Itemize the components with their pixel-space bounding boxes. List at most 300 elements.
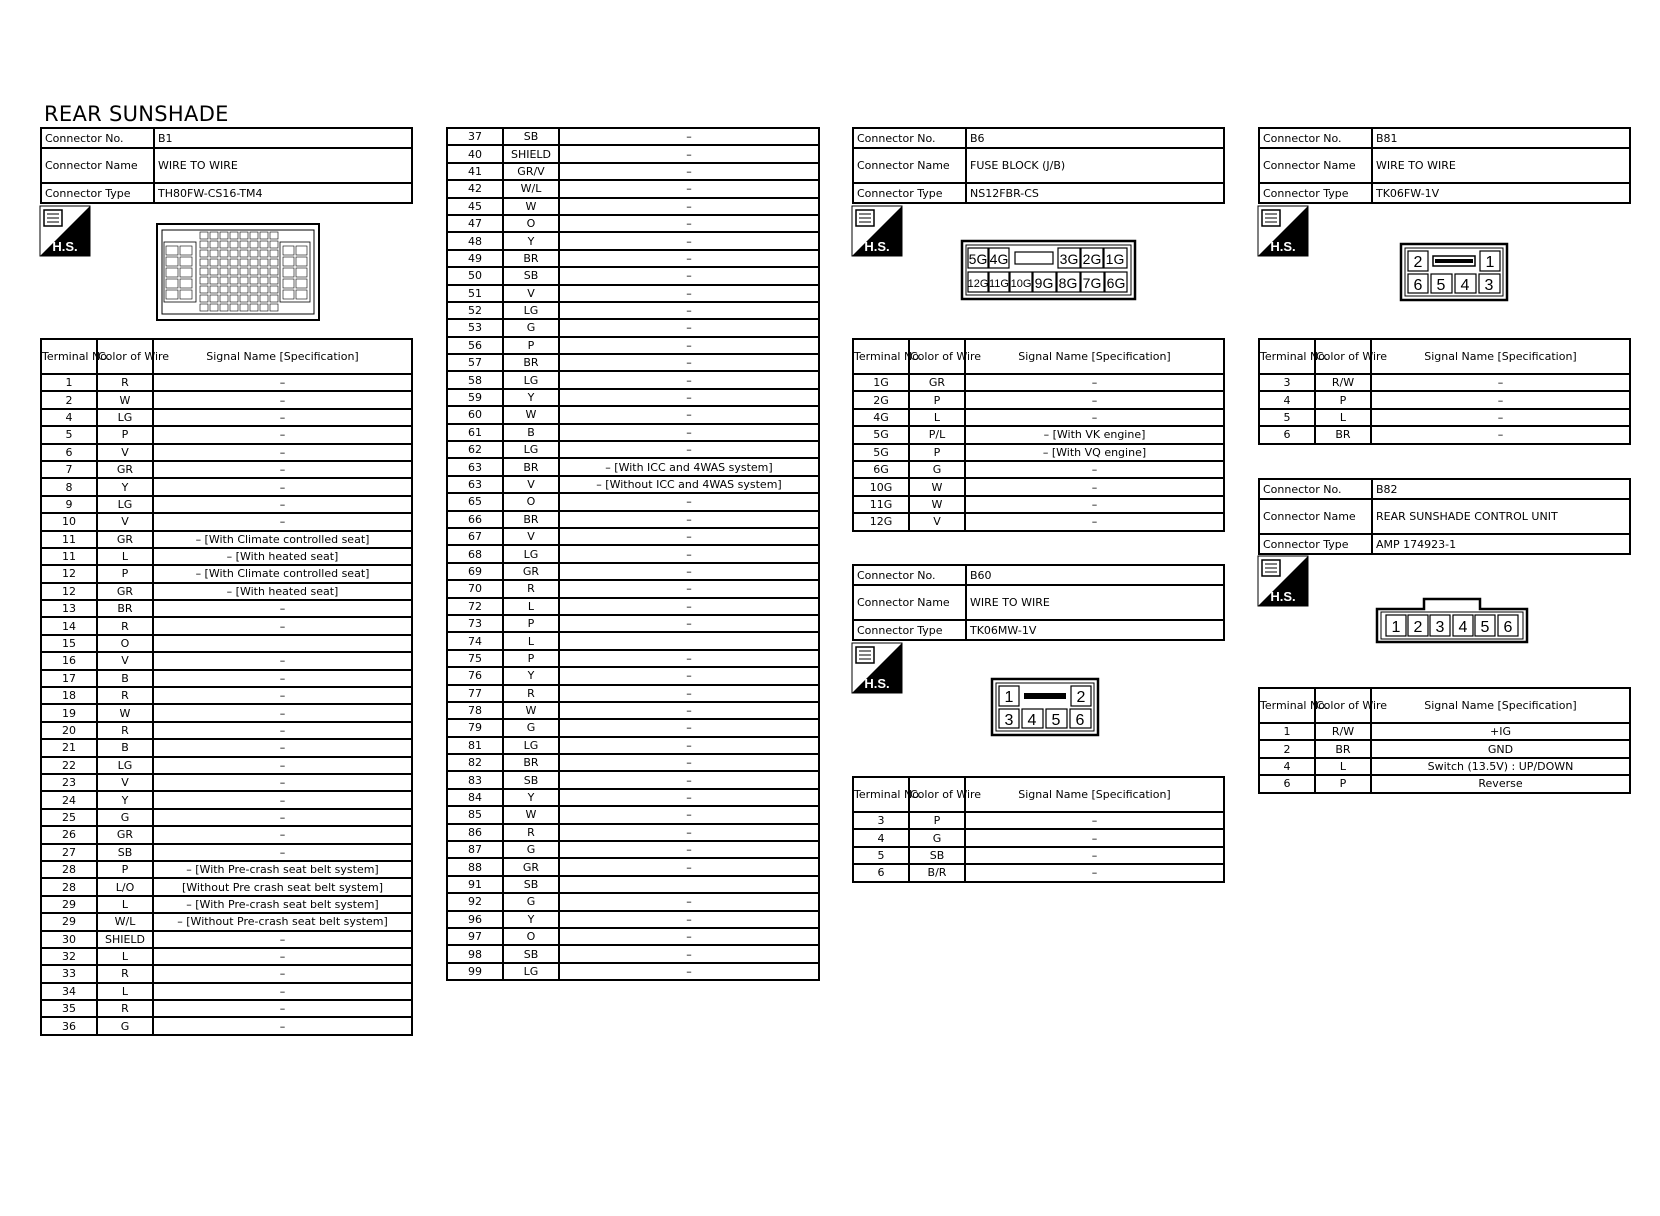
cell-signal-name: – [With Pre-crash seat belt system]: [153, 861, 412, 878]
cell-wire-color: P: [1315, 775, 1371, 792]
cell-signal-name: –: [559, 180, 819, 197]
table-row: [447, 215, 819, 232]
table-row: [1259, 391, 1630, 408]
table-row: [41, 896, 412, 913]
cell-wire-color: GR/V: [503, 163, 559, 180]
cell-wire-color: R: [503, 824, 559, 841]
pin-label: 3: [1484, 277, 1494, 294]
table-row: [447, 771, 819, 788]
cell-terminal-no: 6: [1259, 426, 1315, 443]
connector-b60-type: TK06MW-1V: [966, 620, 1224, 640]
table-row: [41, 809, 412, 826]
cell-wire-color: L: [909, 409, 965, 426]
cell-terminal-no: 1: [41, 374, 97, 391]
cell-signal-name: – [Without ICC and 4WAS system]: [559, 476, 819, 493]
cell-wire-color: GR: [97, 461, 153, 478]
cell-signal-name: –: [965, 513, 1224, 530]
table-row: [853, 391, 1224, 408]
cell-wire-color: L: [503, 598, 559, 615]
table-row: [41, 374, 412, 391]
cell-terminal-no: 47: [447, 215, 503, 232]
cell-wire-color: LG: [97, 496, 153, 513]
table-row: [853, 812, 1224, 829]
header-terminal-no: Terminal No.: [1259, 339, 1315, 374]
hs-label: H.S.: [1270, 239, 1296, 254]
cell-terminal-no: 11: [41, 531, 97, 548]
pin-label: 2: [1413, 619, 1423, 636]
cell-wire-color: SB: [503, 876, 559, 893]
pin-label: 5: [1480, 619, 1490, 636]
cell-wire-color: P: [503, 337, 559, 354]
cell-terminal-no: 1G: [853, 374, 909, 391]
table-row: [853, 864, 1224, 881]
table-row: [447, 858, 819, 875]
hs-icon: [852, 643, 902, 693]
cell-signal-name: –: [559, 511, 819, 528]
cell-terminal-no: 24: [41, 791, 97, 808]
cell-wire-color: LG: [503, 963, 559, 980]
cell-wire-color: BR: [503, 250, 559, 267]
cell-wire-color: P: [97, 565, 153, 582]
pin-label: 1G: [1105, 251, 1125, 267]
cell-terminal-no: 75: [447, 650, 503, 667]
cell-wire-color: L: [97, 896, 153, 913]
cell-signal-name: –: [559, 702, 819, 719]
cell-terminal-no: 74: [447, 632, 503, 649]
connector-b82-type: AMP 174923-1: [1372, 534, 1630, 554]
cell-wire-color: W/L: [503, 180, 559, 197]
cell-signal-name: –: [559, 354, 819, 371]
table-row: [447, 163, 819, 180]
cell-signal-name: – [With heated seat]: [153, 583, 412, 600]
cell-signal-name: –: [559, 145, 819, 162]
cell-signal-name: –: [559, 615, 819, 632]
cell-signal-name: –: [153, 826, 412, 843]
table-row: [41, 948, 412, 965]
cell-signal-name: –: [559, 858, 819, 875]
cell-terminal-no: 70: [447, 580, 503, 597]
cell-wire-color: V: [97, 652, 153, 669]
table-row: [41, 983, 412, 1000]
table-row: [853, 426, 1224, 443]
cell-wire-color: B: [97, 739, 153, 756]
connector-b1-no: B1: [154, 128, 412, 148]
table-row: [447, 511, 819, 528]
cell-wire-color: SB: [503, 128, 559, 145]
connector-b82-terminal-table: [1258, 687, 1631, 794]
cell-terminal-no: 56: [447, 337, 503, 354]
cell-signal-name: –: [559, 406, 819, 423]
table-row: [447, 424, 819, 441]
cell-terminal-no: 5: [41, 426, 97, 443]
cell-terminal-no: 11G: [853, 496, 909, 513]
cell-terminal-no: 4: [853, 829, 909, 846]
header-signal-name: Signal Name [Specification]: [965, 339, 1224, 374]
cell-wire-color: W: [97, 704, 153, 721]
table-row: [1259, 775, 1630, 792]
cell-wire-color: LG: [503, 545, 559, 562]
table-row: [447, 963, 819, 980]
cell-wire-color: LG: [97, 757, 153, 774]
table-row: [853, 374, 1224, 391]
cell-terminal-no: 58: [447, 371, 503, 388]
header-color-of-wire: Color of Wire: [909, 777, 965, 812]
cell-terminal-no: 15: [41, 635, 97, 652]
cell-terminal-no: 29: [41, 896, 97, 913]
cell-wire-color: SB: [97, 844, 153, 861]
cell-signal-name: –: [153, 670, 412, 687]
cell-terminal-no: 23: [41, 774, 97, 791]
cell-signal-name: –: [559, 215, 819, 232]
table-row: [447, 719, 819, 736]
table-row: [853, 829, 1224, 846]
cell-wire-color: G: [503, 319, 559, 336]
cell-signal-name: –: [559, 824, 819, 841]
pin-label: 3: [1435, 619, 1445, 636]
label-connector-no: Connector No.: [853, 128, 966, 148]
cell-terminal-no: 97: [447, 928, 503, 945]
pin-label: 7G: [1082, 275, 1102, 291]
cell-wire-color: O: [503, 215, 559, 232]
cell-wire-color: R: [503, 685, 559, 702]
table-row: [447, 493, 819, 510]
cell-signal-name: –: [559, 128, 819, 145]
table-row: [41, 965, 412, 982]
table-row: [853, 444, 1224, 461]
cell-wire-color: V: [97, 513, 153, 530]
cell-terminal-no: 6: [1259, 775, 1315, 792]
cell-terminal-no: 26: [41, 826, 97, 843]
header-signal-name: Signal Name [Specification]: [1371, 688, 1630, 723]
cell-signal-name: Switch (13.5V) : UP/DOWN: [1371, 758, 1630, 775]
header-signal-name: Signal Name [Specification]: [965, 777, 1224, 812]
cell-wire-color: LG: [503, 441, 559, 458]
cell-signal-name: –: [559, 493, 819, 510]
cell-wire-color: L: [1315, 758, 1371, 775]
cell-terminal-no: 12: [41, 583, 97, 600]
cell-wire-color: GR: [909, 374, 965, 391]
connector-b1-type: TH80FW-CS16-TM4: [154, 183, 412, 203]
label-connector-type: Connector Type: [853, 183, 966, 203]
table-row: [447, 267, 819, 284]
table-row: [41, 496, 412, 513]
table-row: [447, 580, 819, 597]
cell-terminal-no: 79: [447, 719, 503, 736]
cell-signal-name: –: [153, 444, 412, 461]
cell-signal-name: –: [559, 371, 819, 388]
cell-terminal-no: 42: [447, 180, 503, 197]
cell-terminal-no: 16: [41, 652, 97, 669]
cell-wire-color: GR: [503, 858, 559, 875]
table-row: [447, 337, 819, 354]
cell-signal-name: –: [965, 829, 1224, 846]
label-connector-name: Connector Name: [853, 148, 966, 183]
cell-terminal-no: 4G: [853, 409, 909, 426]
table-row: [853, 461, 1224, 478]
cell-signal-name: –: [559, 650, 819, 667]
table-row: [447, 250, 819, 267]
cell-signal-name: –: [153, 478, 412, 495]
cell-wire-color: P: [909, 444, 965, 461]
cell-wire-color: G: [909, 829, 965, 846]
cell-wire-color: P: [503, 615, 559, 632]
cell-wire-color: GR: [97, 583, 153, 600]
cell-signal-name: –: [1371, 426, 1630, 443]
cell-terminal-no: 98: [447, 945, 503, 962]
pin-label: 1: [1485, 254, 1495, 271]
cell-wire-color: R: [97, 687, 153, 704]
header-signal-name: Signal Name [Specification]: [1371, 339, 1630, 374]
cell-terminal-no: 81: [447, 737, 503, 754]
table-row: [447, 685, 819, 702]
cell-terminal-no: 20: [41, 722, 97, 739]
header-color-of-wire: Color of Wire: [1315, 688, 1371, 723]
cell-terminal-no: 25: [41, 809, 97, 826]
cell-terminal-no: 83: [447, 771, 503, 788]
pin-label: 6G: [1106, 275, 1126, 291]
table-row: [41, 461, 412, 478]
cell-wire-color: P: [909, 391, 965, 408]
cell-wire-color: O: [97, 635, 153, 652]
cell-signal-name: –: [153, 426, 412, 443]
connector-b6-type: NS12FBR-CS: [966, 183, 1224, 203]
connector-b60-info: [852, 564, 1225, 641]
cell-signal-name: – [With Climate controlled seat]: [153, 565, 412, 582]
cell-wire-color: Y: [503, 911, 559, 928]
cell-signal-name: –: [965, 812, 1224, 829]
connector-b82-info: [1258, 478, 1631, 555]
cell-terminal-no: 61: [447, 424, 503, 441]
cell-terminal-no: 3: [853, 812, 909, 829]
cell-signal-name: – [With heated seat]: [153, 548, 412, 565]
cell-terminal-no: 12: [41, 565, 97, 582]
table-row: [447, 198, 819, 215]
cell-terminal-no: 73: [447, 615, 503, 632]
cell-terminal-no: 5: [853, 847, 909, 864]
table-row: [447, 876, 819, 893]
cell-signal-name: –: [153, 791, 412, 808]
table-row: [1259, 758, 1630, 775]
cell-wire-color: SB: [503, 267, 559, 284]
cell-terminal-no: 6G: [853, 461, 909, 478]
cell-signal-name: –: [153, 774, 412, 791]
cell-terminal-no: 4: [1259, 758, 1315, 775]
cell-wire-color: G: [909, 461, 965, 478]
label-connector-type: Connector Type: [853, 620, 966, 640]
table-row: [41, 531, 412, 548]
table-row: [447, 841, 819, 858]
cell-signal-name: – [Without Pre-crash seat belt system]: [153, 913, 412, 930]
pin-label: 5: [1436, 277, 1446, 294]
cell-terminal-no: 40: [447, 145, 503, 162]
cell-wire-color: L: [1315, 409, 1371, 426]
cell-terminal-no: 67: [447, 528, 503, 545]
cell-wire-color: R: [97, 374, 153, 391]
cell-terminal-no: 33: [41, 965, 97, 982]
connector-b6-face-icon: [961, 240, 1136, 300]
cell-terminal-no: 69: [447, 563, 503, 580]
cell-terminal-no: 68: [447, 545, 503, 562]
cell-wire-color: LG: [97, 409, 153, 426]
cell-signal-name: –: [965, 374, 1224, 391]
cell-wire-color: V: [909, 513, 965, 530]
connector-b60-face-icon: [991, 678, 1099, 736]
label-connector-name: Connector Name: [853, 585, 966, 620]
cell-signal-name: –: [559, 232, 819, 249]
table-row: [41, 844, 412, 861]
cell-wire-color: R: [97, 722, 153, 739]
cell-terminal-no: 11: [41, 548, 97, 565]
pin-label: 3: [1004, 712, 1014, 729]
cell-signal-name: –: [153, 496, 412, 513]
table-row: [447, 128, 819, 145]
label-connector-no: Connector No.: [853, 565, 966, 585]
table-row: [447, 389, 819, 406]
cell-signal-name: –: [153, 931, 412, 948]
cell-wire-color: G: [503, 719, 559, 736]
cell-wire-color: LG: [503, 737, 559, 754]
connector-b60-name: WIRE TO WIRE: [966, 585, 1224, 620]
cell-terminal-no: 85: [447, 806, 503, 823]
cell-terminal-no: 29: [41, 913, 97, 930]
table-row: [41, 757, 412, 774]
cell-terminal-no: 72: [447, 598, 503, 615]
table-row: [41, 913, 412, 930]
cell-terminal-no: 5: [1259, 409, 1315, 426]
cell-terminal-no: 12G: [853, 513, 909, 530]
table-row: [447, 285, 819, 302]
cell-signal-name: –: [559, 737, 819, 754]
table-row: [41, 444, 412, 461]
cell-wire-color: P: [503, 650, 559, 667]
table-row: [447, 458, 819, 475]
pin-label: 6: [1075, 712, 1085, 729]
cell-terminal-no: 63: [447, 458, 503, 475]
cell-signal-name: –: [559, 163, 819, 180]
cell-wire-color: V: [97, 774, 153, 791]
table-row: [1259, 374, 1630, 391]
pin-label: 5: [1051, 712, 1061, 729]
cell-signal-name: –: [559, 667, 819, 684]
cell-signal-name: [153, 635, 412, 652]
table-row: [447, 476, 819, 493]
cell-signal-name: –: [965, 409, 1224, 426]
table-row: [447, 319, 819, 336]
cell-wire-color: P: [909, 812, 965, 829]
cell-wire-color: BR: [503, 458, 559, 475]
cell-signal-name: –: [965, 864, 1224, 881]
table-row: [447, 563, 819, 580]
cell-signal-name: –: [153, 757, 412, 774]
cell-wire-color: G: [503, 893, 559, 910]
hs-icon: [1258, 556, 1308, 606]
cell-wire-color: R/W: [1315, 374, 1371, 391]
cell-terminal-no: 99: [447, 963, 503, 980]
pin-label: 4G: [989, 251, 1009, 267]
table-row: [41, 670, 412, 687]
cell-terminal-no: 6: [41, 444, 97, 461]
cell-wire-color: W: [503, 702, 559, 719]
cell-terminal-no: 34: [41, 983, 97, 1000]
cell-wire-color: W: [909, 478, 965, 495]
cell-terminal-no: 5G: [853, 444, 909, 461]
cell-wire-color: Y: [97, 478, 153, 495]
cell-signal-name: –: [559, 441, 819, 458]
table-row: [1259, 723, 1630, 740]
cell-terminal-no: 8: [41, 478, 97, 495]
table-row: [41, 931, 412, 948]
cell-terminal-no: 63: [447, 476, 503, 493]
table-row: [447, 632, 819, 649]
cell-wire-color: R: [97, 965, 153, 982]
cell-wire-color: B: [503, 424, 559, 441]
table-row: [41, 617, 412, 634]
table-row: [447, 354, 819, 371]
cell-terminal-no: 62: [447, 441, 503, 458]
table-row: [41, 600, 412, 617]
cell-signal-name: –: [559, 771, 819, 788]
cell-terminal-no: 37: [447, 128, 503, 145]
table-row: [41, 878, 412, 895]
cell-signal-name: – [With VQ engine]: [965, 444, 1224, 461]
connector-b1-info: [40, 127, 413, 204]
cell-terminal-no: 14: [41, 617, 97, 634]
cell-signal-name: –: [559, 563, 819, 580]
cell-wire-color: BR: [503, 754, 559, 771]
table-row: [447, 528, 819, 545]
cell-wire-color: BR: [1315, 740, 1371, 757]
cell-wire-color: BR: [97, 600, 153, 617]
table-row: [41, 791, 412, 808]
cell-signal-name: –: [559, 754, 819, 771]
table-row: [41, 652, 412, 669]
cell-terminal-no: 57: [447, 354, 503, 371]
cell-signal-name: –: [153, 948, 412, 965]
header-terminal-no: Terminal No.: [853, 777, 909, 812]
table-row: [41, 635, 412, 652]
cell-signal-name: –: [559, 267, 819, 284]
cell-signal-name: –: [559, 806, 819, 823]
cell-wire-color: L: [503, 632, 559, 649]
cell-terminal-no: 7: [41, 461, 97, 478]
table-row: [41, 739, 412, 756]
cell-wire-color: V: [503, 528, 559, 545]
cell-signal-name: –: [153, 722, 412, 739]
cell-terminal-no: 66: [447, 511, 503, 528]
cell-signal-name: –: [153, 983, 412, 1000]
cell-wire-color: V: [97, 444, 153, 461]
header-terminal-no: Terminal No.: [1259, 688, 1315, 723]
table-row: [447, 180, 819, 197]
cell-signal-name: –: [559, 719, 819, 736]
connector-b1-terminal-table-cont: [446, 127, 820, 981]
table-row: [447, 232, 819, 249]
cell-terminal-no: 32: [41, 948, 97, 965]
cell-wire-color: SHIELD: [97, 931, 153, 948]
pin-label: 8G: [1058, 275, 1078, 291]
cell-terminal-no: 88: [447, 858, 503, 875]
cell-wire-color: BR: [503, 354, 559, 371]
pin-label: 2: [1413, 254, 1423, 271]
cell-wire-color: W: [97, 391, 153, 408]
cell-signal-name: –: [1371, 374, 1630, 391]
cell-wire-color: L/O: [97, 878, 153, 895]
cell-signal-name: –: [559, 545, 819, 562]
connector-b60-no: B60: [966, 565, 1224, 585]
cell-wire-color: P: [97, 861, 153, 878]
connector-b81-name: WIRE TO WIRE: [1372, 148, 1630, 183]
cell-signal-name: –: [559, 250, 819, 267]
